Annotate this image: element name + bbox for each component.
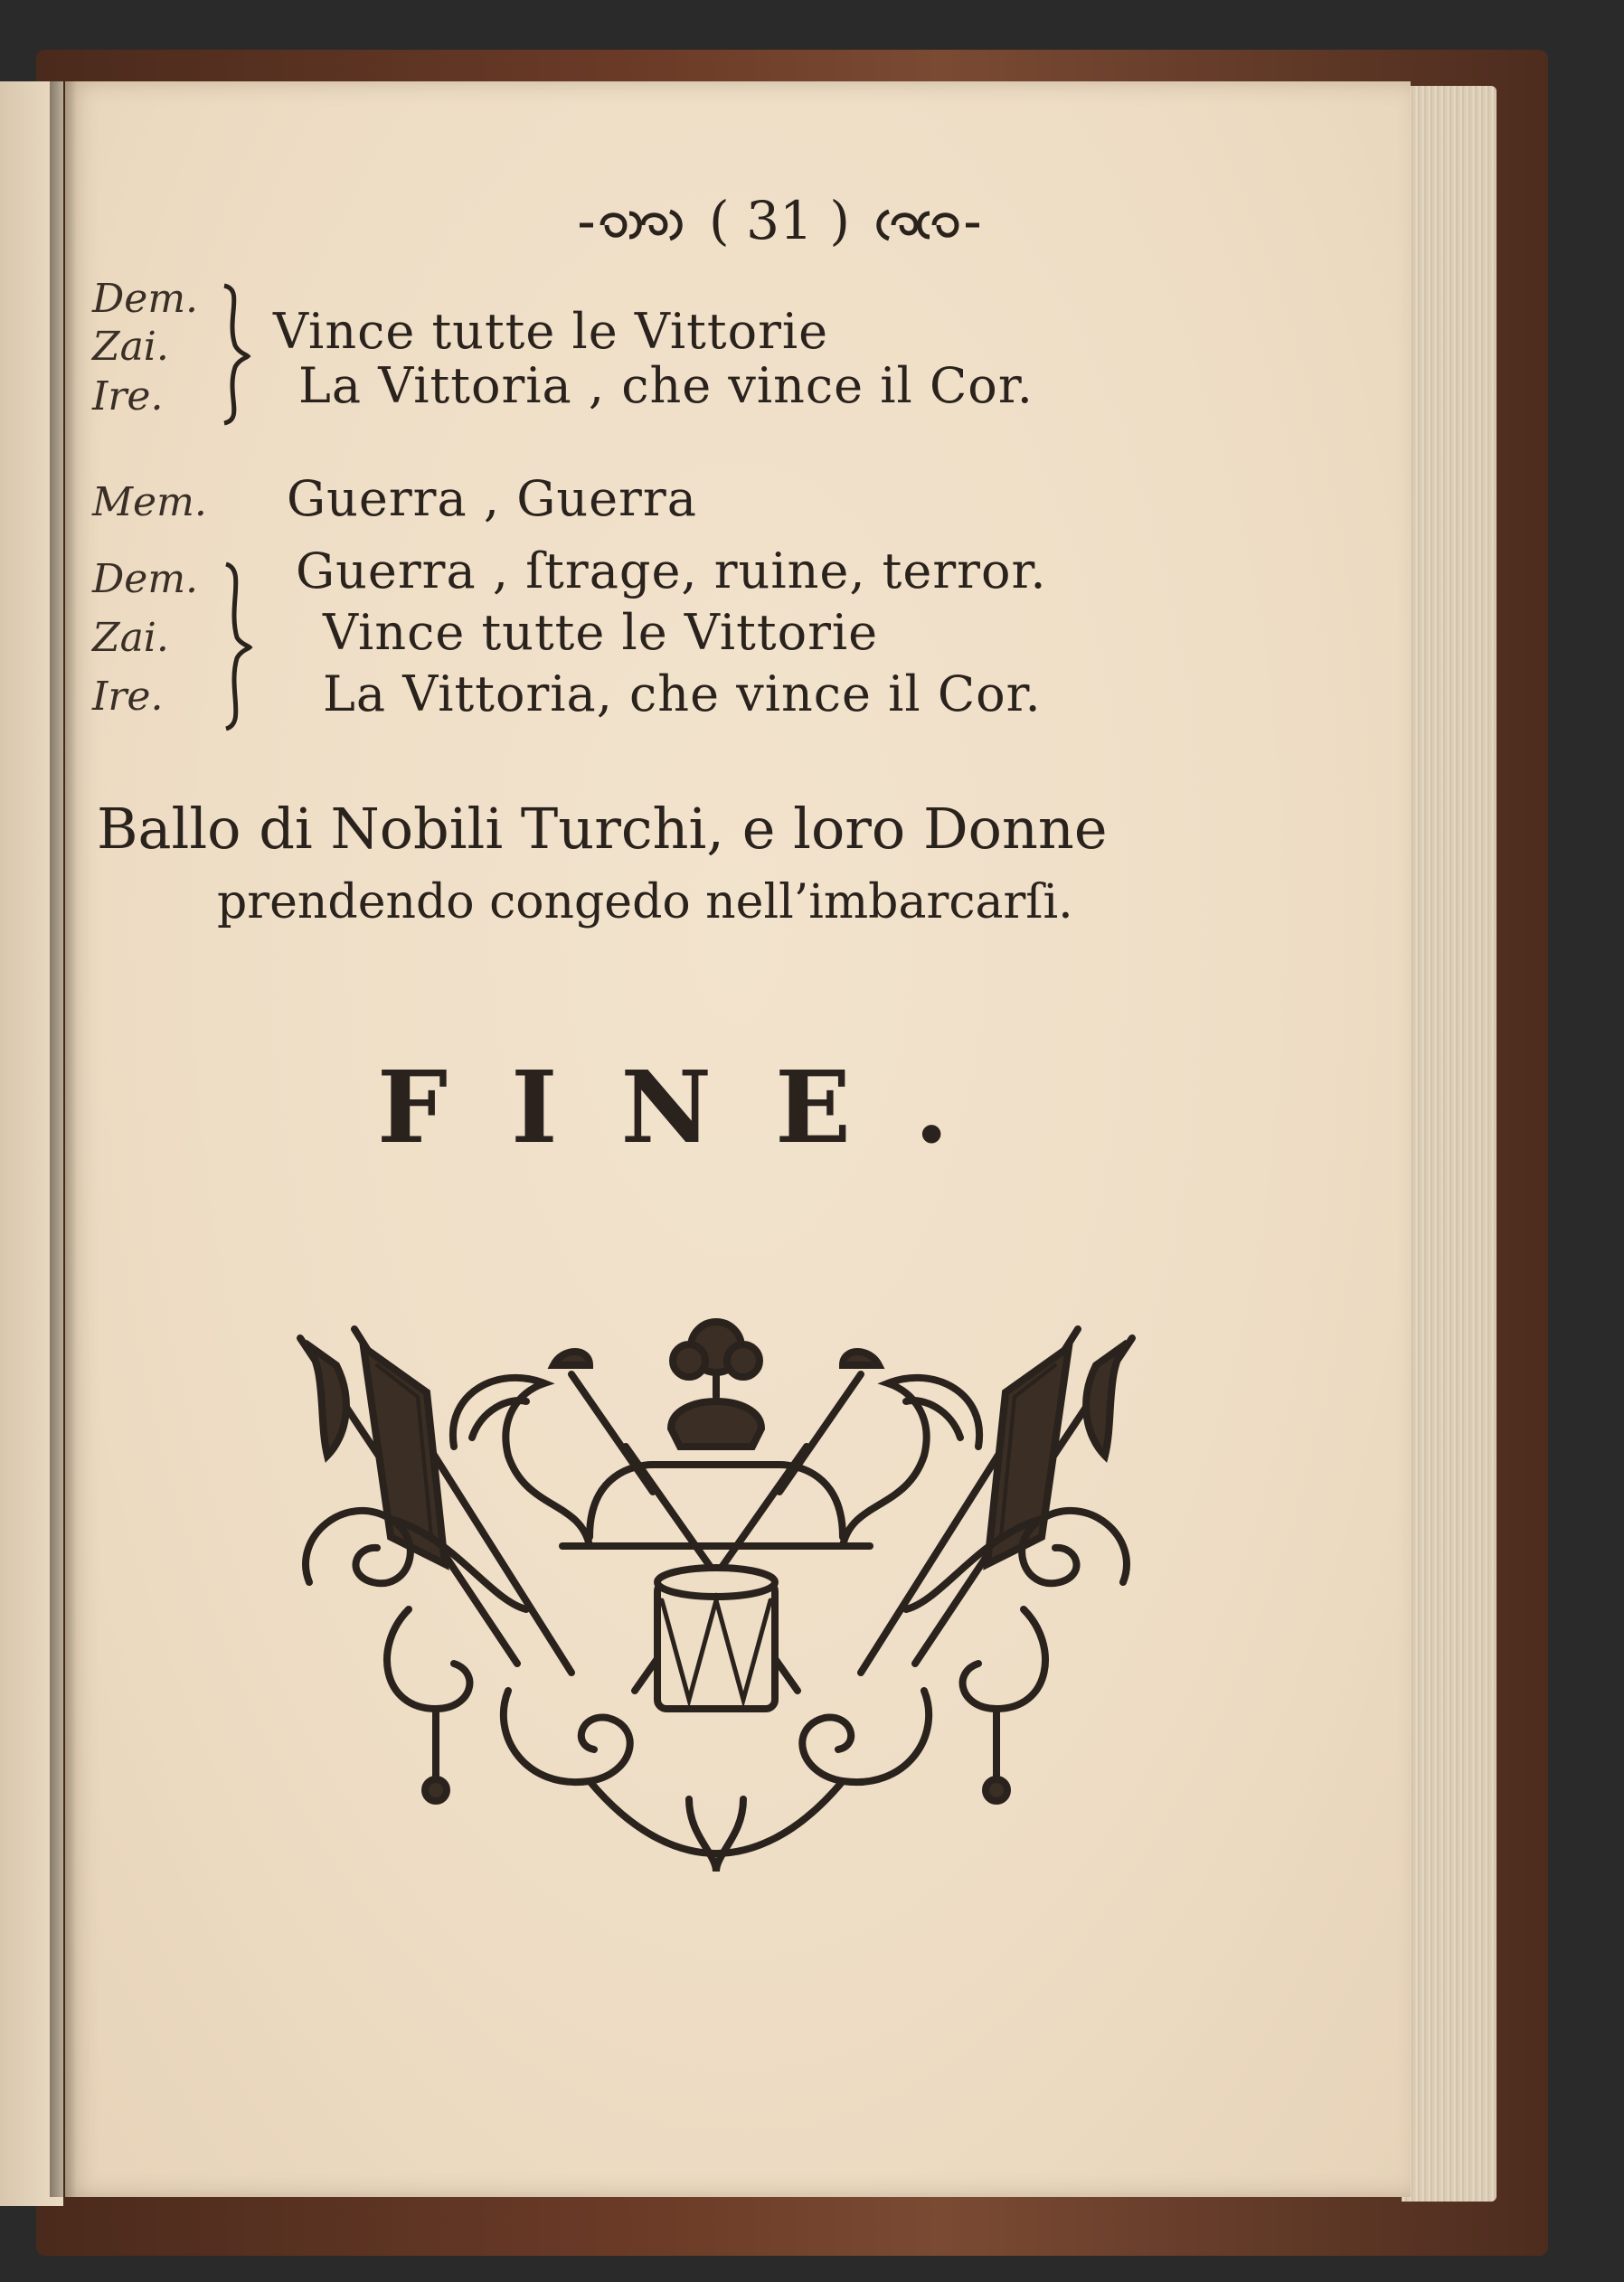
verse-line: Guerra , Guerra [287,470,697,527]
verse-line: La Vittoria, che vince il Cor. [323,665,1042,722]
speaker-mem: Mem. [92,479,207,525]
brace-icon [219,561,255,732]
speaker-dem: Dem. [92,556,199,602]
stage-direction: Ballo di Nobili Turchi, e loro Donne [97,796,1108,862]
speaker-dem: Dem. [92,276,199,322]
speaker-zai: Zai. [92,615,169,661]
speaker-ire: Ire. [92,373,164,420]
verse-line: Guerra , ſtrage, ruine, terror. [296,542,1047,599]
woodcut-ornament-icon [291,1311,1141,1899]
header-ornament-right-icon [866,203,984,248]
brace-icon [217,282,253,427]
header-ornament-left-icon [575,203,693,248]
verse-line: Vince tutte le Vittorie [273,303,829,360]
page-number: ( 31 ) [709,190,850,251]
spine-shadow [50,81,77,2197]
fine-heading: FINE. [377,1049,1013,1165]
speaker-zai: Zai. [92,324,169,370]
page-edges [1402,86,1497,2202]
verse-line: Vince tutte le Vittorie [323,604,879,661]
verse-line: La Vittoria , che vince il Cor. [298,357,1034,414]
page-header [454,190,1105,251]
speaker-ire: Ire. [92,674,164,720]
book-page [65,81,1411,2197]
stage-direction-continued: prendendo congedo nell’imbarcarſi. [217,875,1073,929]
